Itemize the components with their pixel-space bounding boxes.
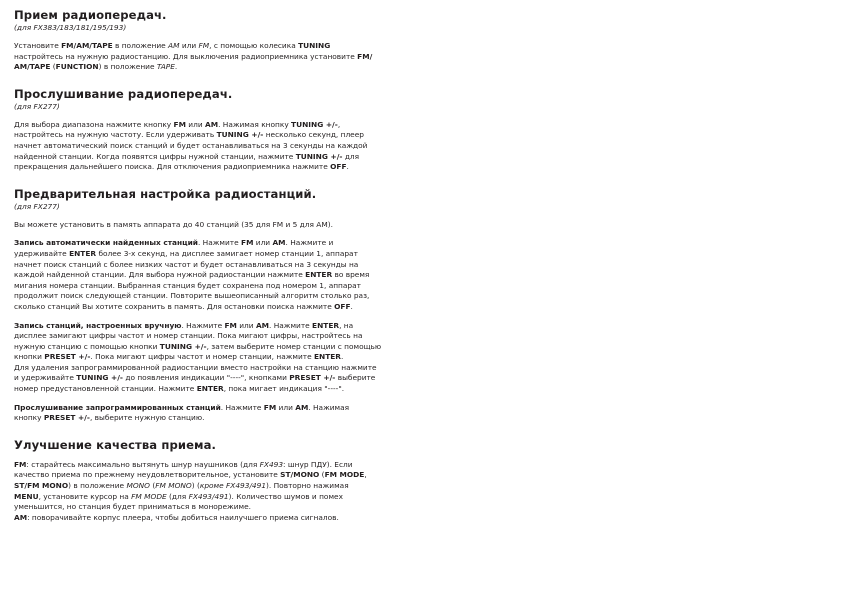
section-radio-reception [14,8,424,73]
bold-term: PRESET +/- [44,352,91,362]
text-run: , выберите нужную станцию. [89,413,205,423]
text-run: , [337,119,341,129]
text-run: настройтесь на нужную частоту. Если удерживать [14,130,217,140]
text-run: качество приема по прежнему неудовлетворительное, установите [14,470,281,480]
italic-term: TAPE [156,62,175,72]
text-run: . [341,352,344,362]
paragraph-auto-store [14,238,424,312]
text-run: уменьшится, но станция будет приниматься в монорежиме. [14,502,251,512]
text-run: . Нажмите [197,238,242,248]
italic-term: FX493 [259,459,284,469]
text-run: , установите курсор на [38,491,132,501]
section-radio-listening [14,87,424,173]
bold-term: AM [272,238,286,248]
bold-term: FM [263,402,277,412]
italic-term: FM MONO [155,481,192,491]
bold-term: TUNING +/- [291,119,338,129]
text-run: удерживайте [14,248,70,258]
text-run: начнет поиск станций с более низких частот и будет останавливаться на 3 секунды на [14,259,359,269]
text-run: : старайтесь максимально вытянуть шнур наушников (для [26,459,260,469]
bold-term: ENTER [305,270,333,280]
bold-term: AM/TAPE [14,62,51,72]
text-run: кнопку [14,413,44,423]
text-run: найденной станции. Когда появятся цифры нужной станции, нажмите [14,151,296,161]
bold-term: AM [204,119,219,129]
paragraph-preset-listening [14,403,424,424]
text-run: ) в положение [68,481,127,491]
text-run: во время [332,270,370,280]
text-run: сколько станций Вы хотите сохранить в память. Для остановки поиска нажмите [14,301,335,311]
text-run: Для выбора диапазона нажмите кнопку [14,119,174,129]
text-run: или [179,41,199,50]
text-run: , [364,470,367,480]
text-run: . [174,62,178,72]
text-run: , пока мигает индикация "----". [223,384,345,394]
text-run: каждой найденной станции. Для выбора нужной радиостанции нажмите [14,270,306,280]
bold-term: TUNING +/- [216,130,264,140]
bold-term: ST/MONO [280,470,320,480]
section-title: Улучшение качества приема. [14,437,217,452]
bold-term: ENTER [69,248,97,258]
text-run: ( [149,481,156,491]
bold-term: AM [255,320,270,330]
bold-term: MENU [14,491,39,501]
paragraph [14,120,424,173]
text-run: ). Повторно нажимая [266,481,349,491]
text-run: или [236,320,256,330]
text-run: более 3-х секунд, на дисплее замигает номер станции 1, аппарат [96,248,358,258]
text-run: (для [166,491,189,501]
bold-term: FM MODE [324,470,365,480]
text-run: . Нажмите [269,320,313,330]
bold-term: ST/FM MONO [14,481,69,491]
text-run: . Пока мигают цифры частот и номер станции, нажмите [90,352,314,362]
text-run: начнет автоматический поиск станций и будет останавливаться на 3 секунды на каждой [14,140,368,150]
text-run: прекращения дальнейшего поиска. Для отключения радиоприемника нажмите [14,162,331,172]
paragraph [14,220,424,231]
text-run: , на [339,320,354,330]
text-run: : поворачивайте корпус плеера, чтобы добиться наилучшего приема сигналов. [27,512,339,522]
bold-term: ENTER [313,352,341,362]
paragraph-manual-store [14,321,424,395]
bold-term: FM [224,320,237,330]
bold-term: OFF [330,162,347,172]
model-note: (для FX277) [14,101,60,111]
paragraph [14,41,424,73]
text-run: несколько секунд, плеер [263,130,364,140]
bold-term: AM [14,512,28,522]
bold-term: ENTER [312,320,340,330]
bold-term: FUNCTION [55,62,99,72]
bold-term: FM [241,238,254,248]
text-run: . Нажимая кнопку [218,119,292,129]
text-run: , затем выберите номер станции с помощью [206,341,382,351]
text-run: . Нажмите [220,402,264,412]
bold-term: Запись автоматически найденных станций [14,238,198,248]
model-note: (для FX383/183/181/195/193) [14,23,127,32]
bold-term: PRESET +/- [43,413,90,423]
bold-term: OFF [334,301,351,311]
text-run: Вы можете установить в память аппарата до 40 станций (35 для FM и 5 для AM). [14,219,333,229]
text-run: дисплее замигают цифры частот и номер станции. Пока мигают цифры, настройтесь на [14,331,363,341]
document-page [14,8,424,523]
bold-term: PRESET +/- [289,373,336,383]
bold-term: TUNING +/- [159,341,207,351]
text-run: ( [50,62,56,72]
text-run: или [253,238,273,248]
text-run: ) в положение [98,62,157,72]
text-run: нужную станцию с помощью кнопки [14,341,160,351]
text-run: в положение [112,41,169,50]
bold-term: TUNING +/- [76,373,123,383]
bold-term: Прослушивание запрограммированных станций [14,402,221,412]
text-run: настройтесь на нужную радиостанцию. Для выключения радиоприемника установите [14,51,358,61]
italic-term: FM [198,41,210,50]
text-run: . Нажимая [308,402,350,412]
bold-term: FM [173,119,186,129]
italic-term: FX493/491 [188,491,229,501]
paragraph [14,460,424,524]
text-run: ). Количество шумов и помех [228,491,343,501]
text-run: ) ( [191,481,200,491]
italic-term: AM [168,41,180,50]
text-run: для [342,151,360,161]
text-run: продолжит поиск следующей станции. Повторите вышеописанный алгоритм столько раз, [14,291,370,301]
bold-term: FM [14,459,27,469]
text-run: . [346,162,349,172]
text-run: , с помощью колесика [209,41,299,50]
bold-term: FM/AM/TAPE [61,41,113,50]
bold-term: ENTER [196,384,224,394]
italic-term: кроме FX493/491 [199,481,267,491]
text-run: . [350,301,353,311]
bold-term: FM/ [357,51,373,61]
italic-term: MONO [126,481,150,491]
section-title: Предварительная настройка радиостанций. [14,186,317,201]
text-run: мигания номера станции. Выбранная станция будет сохранена под номером 1, аппарат [14,280,361,290]
text-run: и удерживайте [14,373,77,383]
text-run: или [185,119,205,129]
text-run: ( [319,470,325,480]
text-run: или [276,402,296,412]
text-run: . Нажмите [181,320,225,330]
bold-term: TUNING [298,41,331,50]
bold-term: Запись станций, настроенных вручную [14,320,182,330]
text-run: кнопки [14,352,45,362]
text-run: . Нажмите и [285,238,334,248]
section-title: Прослушивание радиопередач. [14,86,233,101]
text-run: выберите [335,373,376,383]
text-run: Для удаления запрограммированной радиостанции вместо настройки на станцию нажмите [14,362,377,372]
section-reception-quality [14,438,424,524]
text-run: до появления индикации "----", кнопками [123,373,290,383]
bold-term: AM [295,402,309,412]
model-note: (для FX277) [14,201,60,211]
text-run: : шнур ПДУ). Если [283,459,353,469]
italic-term: FM MODE [131,491,167,501]
section-preset-stations [14,187,424,424]
text-run: Установите [14,41,62,50]
section-title: Прием радиопередач. [14,8,167,22]
text-run: номер предустановленной станции. Нажмите [14,384,197,394]
bold-term: TUNING +/- [295,151,343,161]
